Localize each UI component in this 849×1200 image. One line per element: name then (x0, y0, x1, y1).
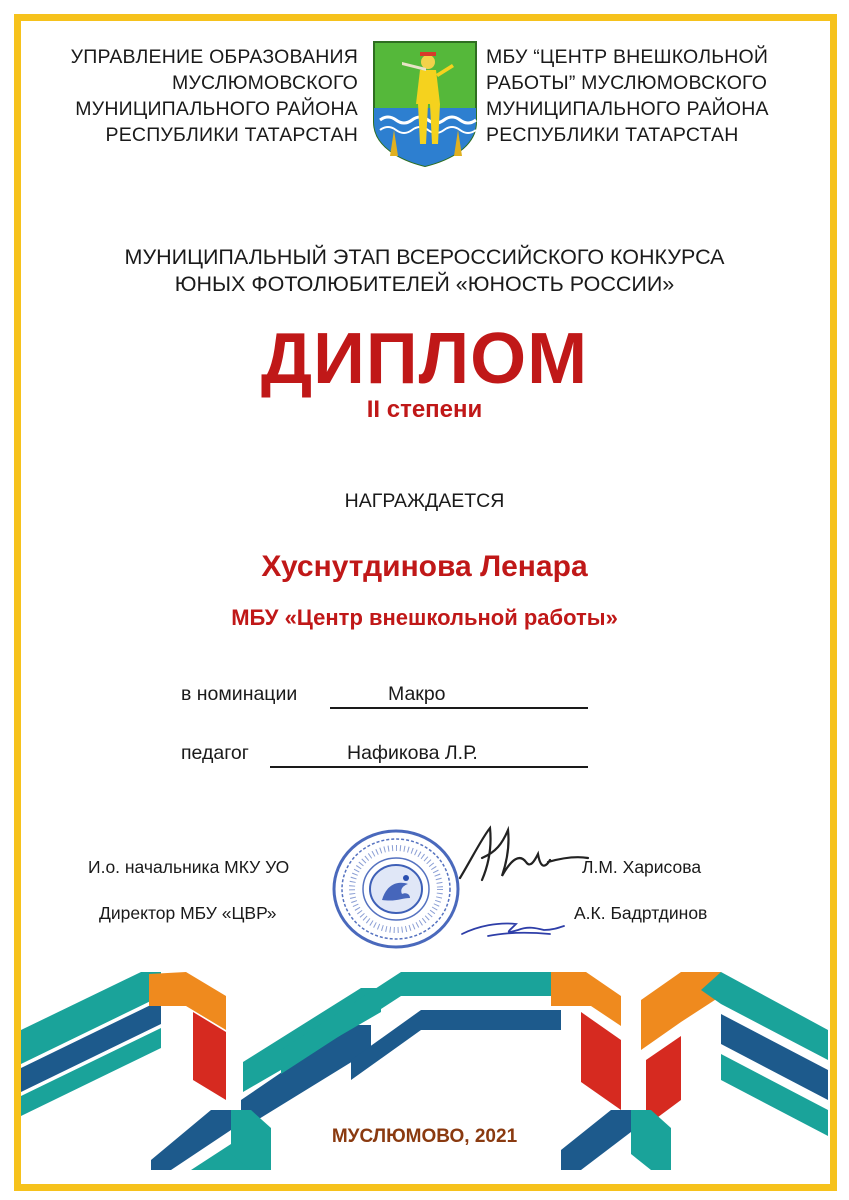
signatory-2-title: Директор МБУ «ЦВР» (99, 903, 277, 923)
issuer-right-line: РЕСПУБЛИКИ ТАТАРСТАН (486, 124, 739, 146)
issuer-left (40, 44, 358, 148)
diploma-degree: II степени (366, 396, 483, 423)
official-seal-icon (330, 826, 462, 952)
diploma-title: ДИПЛОМ (260, 319, 589, 399)
issuer-right (486, 44, 826, 148)
signatory-2-name: А.К. Бадртдинов (574, 903, 708, 923)
ornament-center-chevrons (241, 972, 621, 1130)
teacher-value: Нафикова Л.Р. (347, 742, 478, 764)
issuer-right-line: МБУ “ЦЕНТР ВНЕШКОЛЬНОЙ (486, 46, 769, 68)
awarded-label: НАГРАЖДАЕТСЯ (344, 490, 505, 512)
nomination-underline (330, 683, 588, 709)
coat-of-arms-icon (370, 38, 480, 168)
signatory-1-title: И.о. начальника МКУ УО (88, 857, 290, 877)
event-title (0, 244, 849, 298)
event-title-line: ЮНЫХ ФОТОЛЮБИТЕЛЕЙ «ЮНОСТЬ РОССИИ» (174, 272, 675, 296)
signatory-1-name: Л.М. Харисова (582, 857, 702, 877)
issuer-left-line: УПРАВЛЕНИЕ ОБРАЗОВАНИЯ (70, 46, 358, 68)
nomination-label: в номинации (181, 683, 298, 705)
signature-1 (452, 818, 592, 888)
place-year: МУСЛЮМОВО, 2021 (331, 1126, 518, 1147)
issuer-right-line: МУНИЦИПАЛЬНОГО РАЙОНА (486, 98, 769, 120)
issuer-left-line: МУНИЦИПАЛЬНОГО РАЙОНА (75, 98, 358, 120)
recipient-organization: МБУ «Центр внешкольной работы» (231, 605, 618, 630)
issuer-left-line: РЕСПУБЛИКИ ТАТАРСТАН (105, 124, 358, 146)
ornament-right-chevrons (641, 972, 828, 1136)
issuer-left-line: МУСЛЮМОВСКОГО (172, 72, 358, 94)
teacher-label: педагог (181, 742, 249, 764)
ornament-left-chevrons (21, 972, 226, 1116)
event-title-line: МУНИЦИПАЛЬНЫЙ ЭТАП ВСЕРОССИЙСКОГО КОНКУРСА (124, 245, 725, 269)
signature-2 (458, 912, 568, 942)
nomination-value: Макро (388, 683, 446, 705)
recipient-name: Хуснутдинова Ленара (261, 550, 588, 583)
issuer-right-line: РАБОТЫ” МУСЛЮМОВСКОГО (486, 72, 768, 94)
